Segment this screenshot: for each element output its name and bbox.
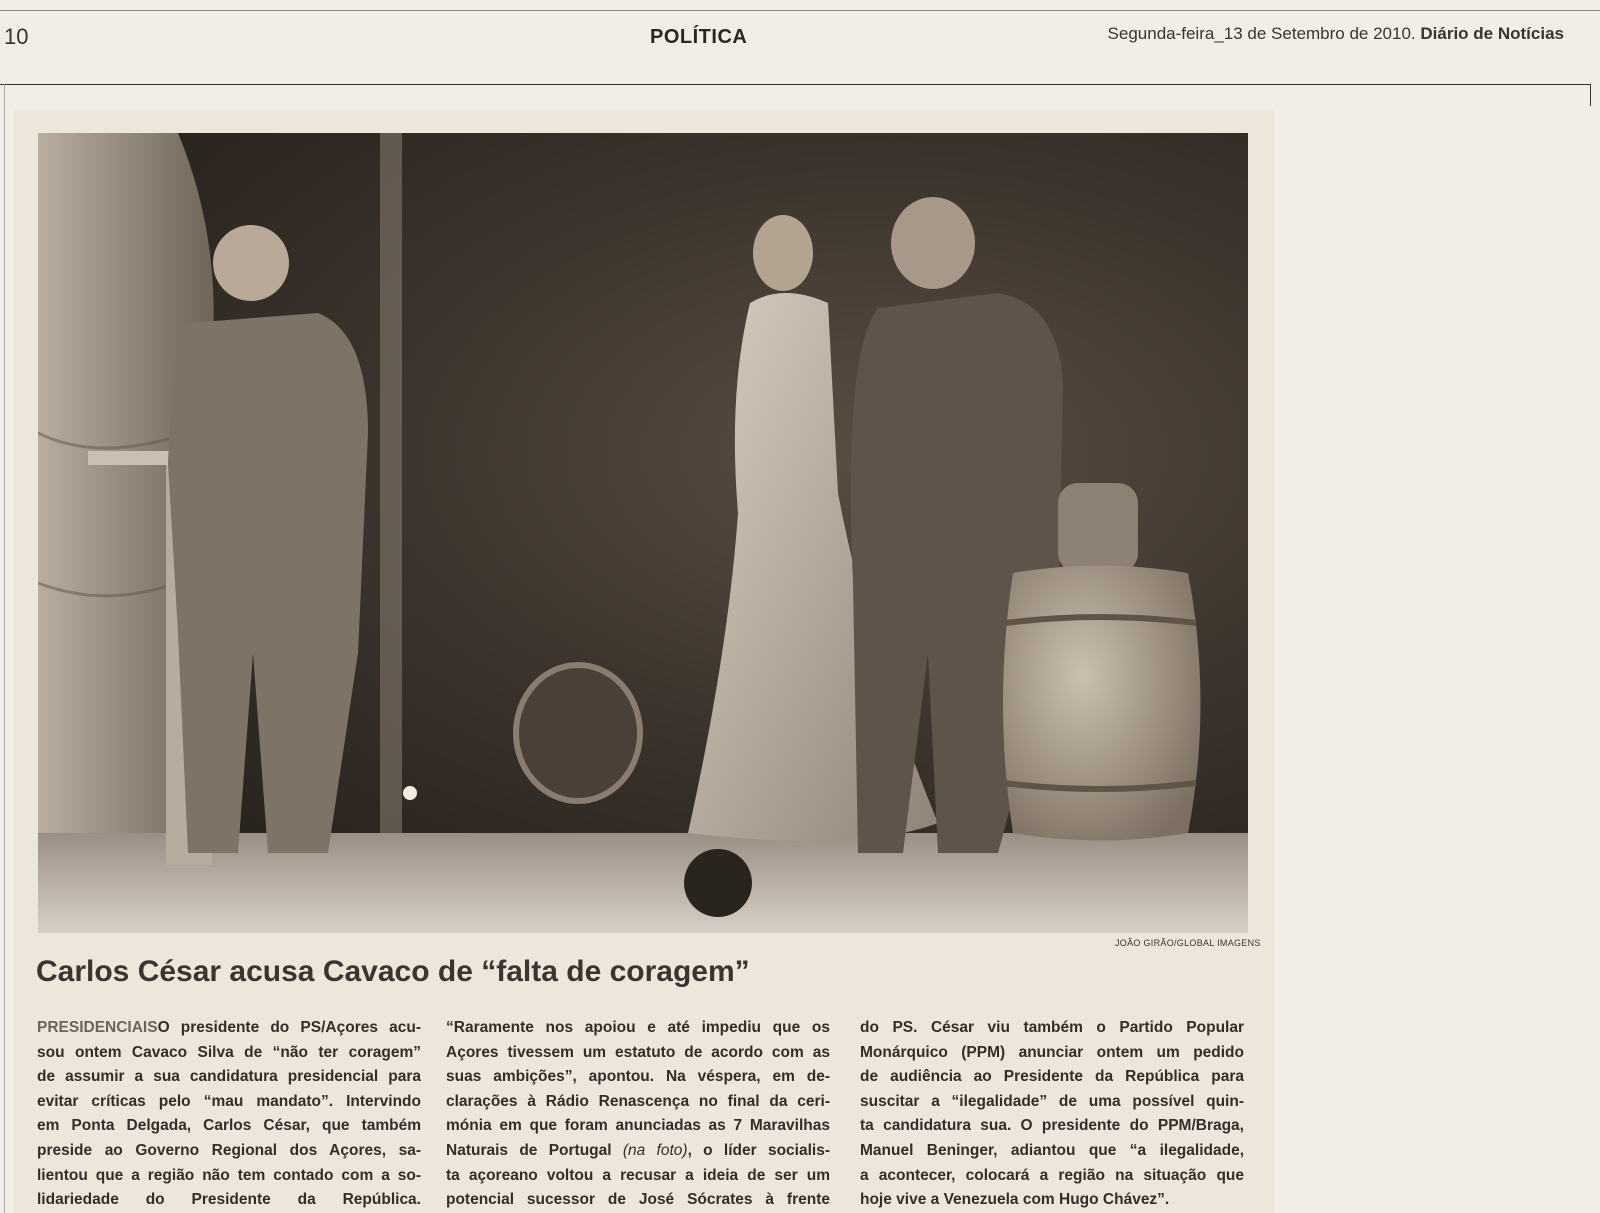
article-line: a acontecer, colocará a região na situação que bbox=[860, 1166, 1244, 1184]
article-line: ta açoreano voltou a recusar a ideia de ser um bbox=[446, 1166, 830, 1184]
masthead: Diário de Notícias bbox=[1420, 24, 1564, 43]
header-rule-tick bbox=[1590, 84, 1591, 106]
article-line: PRESIDENCIAISO presidente do PS/Açores acu- bbox=[37, 1019, 421, 1036]
article-line: de audiência ao Presidente da República para bbox=[860, 1068, 1244, 1086]
article-line: Monárquico (PPM) anunciar ontem um pedido bbox=[860, 1043, 1244, 1061]
article-headline: Carlos César acusa Cavaco de “falta de coragem” bbox=[36, 955, 750, 988]
article-line: sou ontem Cavaco Silva de “não ter coragem” bbox=[37, 1043, 421, 1061]
left-margin-rule bbox=[4, 84, 5, 1213]
photo-credit: JOÃO GIRÃO/GLOBAL IMAGENS bbox=[1115, 938, 1261, 948]
article-line: clarações à Rádio Renascença no final da ceri- bbox=[446, 1092, 830, 1110]
dateline bbox=[1108, 24, 1564, 44]
article-column-2 bbox=[446, 1016, 830, 1213]
article-column-3 bbox=[860, 1016, 1244, 1213]
article-line: mónia em que foram anunciadas as 7 Maravilhas bbox=[446, 1117, 830, 1135]
article-line: “Raramente nos apoiou e até impediu que os bbox=[446, 1019, 830, 1036]
article-line: do PS. César viu também o Partido Popular bbox=[860, 1019, 1244, 1036]
article-line: ta candidatura sua. O presidente do PPM/Braga, bbox=[860, 1117, 1244, 1135]
article-line: preside ao Governo Regional dos Açores, sa- bbox=[37, 1141, 421, 1159]
article-line: em Ponta Delgada, Carlos César, que também bbox=[37, 1117, 421, 1135]
header-rule bbox=[0, 84, 1590, 85]
article-line: Naturais de Portugal (na foto), o líder socialis- bbox=[446, 1141, 830, 1159]
article-line: lientou que a região não tem contado com a so- bbox=[37, 1166, 421, 1184]
article-line: lidariedade do Presidente da República. bbox=[37, 1191, 421, 1209]
article-line: Açores tivessem um estatuto de acordo com as bbox=[446, 1043, 830, 1061]
article-line: Manuel Beninger, adiantou que “a ilegalidade, bbox=[860, 1141, 1244, 1159]
article-line: suscitar a “ilegalidade” de uma possível quin- bbox=[860, 1092, 1244, 1110]
article-line: hoje vive a Venezuela com Hugo Chávez”. bbox=[860, 1191, 1170, 1209]
section-title: POLÍTICA bbox=[650, 26, 748, 48]
page-number: 10 bbox=[4, 24, 29, 49]
stage-scene-illustration bbox=[38, 133, 1248, 933]
article-line: de assumir a sua candidatura presidencial para bbox=[37, 1068, 421, 1086]
article-line: potencial sucessor de José Sócrates à frente bbox=[446, 1191, 830, 1209]
article-column-1 bbox=[37, 1016, 421, 1213]
article-photo bbox=[38, 133, 1248, 933]
issue-date: Segunda-feira_13 de Setembro de 2010. bbox=[1107, 24, 1416, 43]
article-line: evitar críticas pelo “mau mandato”. Intervindo bbox=[37, 1092, 421, 1110]
top-rule bbox=[0, 10, 1600, 11]
section-kicker: PRESIDENCIAIS bbox=[37, 1019, 158, 1036]
photo-reference: (na foto) bbox=[622, 1141, 688, 1159]
article-line: suas ambições”, apontou. Na véspera, em de- bbox=[446, 1068, 830, 1086]
